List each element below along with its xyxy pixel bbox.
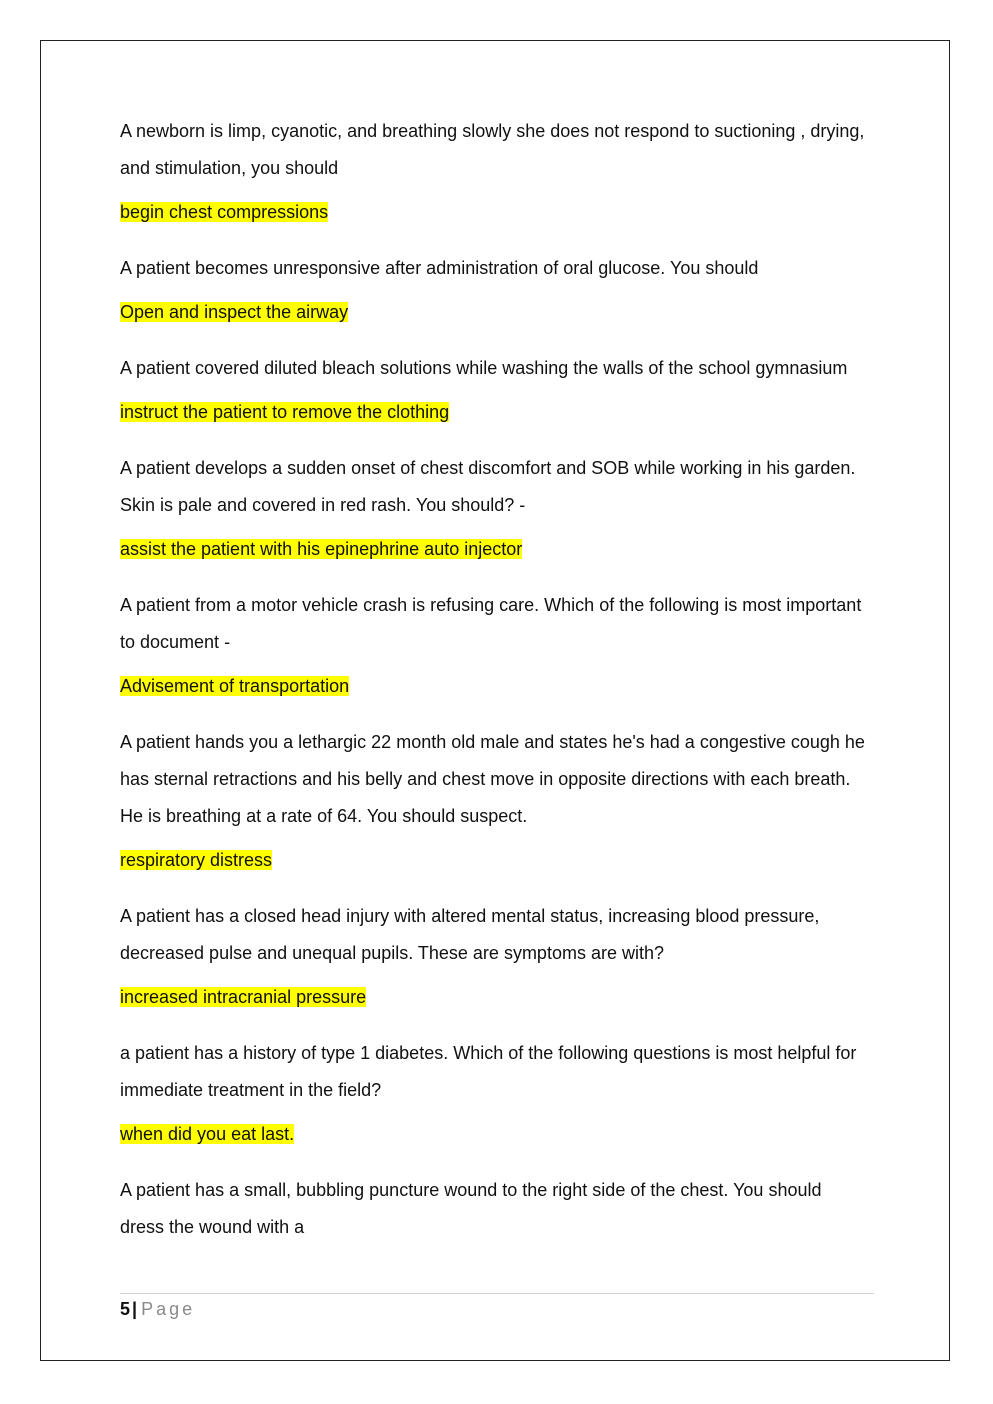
qa-item xyxy=(120,724,870,872)
question-text: A patient covered diluted bleach solutions while washing the walls of the school gymnasium xyxy=(120,358,848,378)
highlighted-answer xyxy=(120,848,870,872)
highlighted-answer xyxy=(120,1122,870,1146)
highlighted-answer xyxy=(120,400,870,424)
page-label: Page xyxy=(141,1299,196,1319)
answer-text: increased intracranial pressure xyxy=(120,987,367,1007)
highlighted-answer xyxy=(120,200,870,224)
answer-text: instruct the patient to remove the clothing xyxy=(120,402,450,422)
question-text: A patient from a motor vehicle crash is refusing care. Which of the following is most important to document - xyxy=(120,595,862,652)
question-text: A patient hands you a lethargic 22 month old male and states he's had a congestive cough he has sternal retractions and his belly and chest move in opposite directions with each breath. He is breathing at a rate of 64. You should suspect. xyxy=(120,732,865,826)
answer-text: when did you eat last. xyxy=(120,1124,295,1144)
answer-text: begin chest compressions xyxy=(120,202,329,222)
answer-text: Advisement of transportation xyxy=(120,676,350,696)
qa-item xyxy=(120,898,870,1009)
highlighted-answer xyxy=(120,985,870,1009)
document-body xyxy=(120,113,870,1259)
qa-item xyxy=(120,350,870,424)
highlighted-answer xyxy=(120,537,870,561)
question-text: A patient has a closed head injury with altered mental status, increasing blood pressure, decreased pulse and unequal pupils. These are symptoms are with? xyxy=(120,906,820,963)
qa-item xyxy=(120,250,870,324)
question-text: A patient becomes unresponsive after administration of oral glucose. You should xyxy=(120,258,759,278)
qa-item xyxy=(120,450,870,561)
qa-item xyxy=(120,113,870,224)
page-number: 5 xyxy=(120,1299,131,1319)
footer-divider xyxy=(120,1293,874,1294)
footer-separator: | xyxy=(132,1299,138,1319)
question-text: A newborn is limp, cyanotic, and breathing slowly she does not respond to suctioning , drying, and stimulation, you should xyxy=(120,121,865,178)
qa-item xyxy=(120,1035,870,1146)
highlighted-answer xyxy=(120,674,870,698)
highlighted-answer xyxy=(120,300,870,324)
answer-text: Open and inspect the airway xyxy=(120,302,349,322)
question-text: A patient develops a sudden onset of chest discomfort and SOB while working in his garden. Skin is pale and covered in red rash. You should? - xyxy=(120,458,856,515)
answer-text: assist the patient with his epinephrine auto injector xyxy=(120,539,523,559)
question-text: a patient has a history of type 1 diabetes. Which of the following questions is most helpful for immediate treatment in the field? xyxy=(120,1043,857,1100)
qa-item xyxy=(120,587,870,698)
answer-text: respiratory distress xyxy=(120,850,273,870)
page-footer xyxy=(120,1297,195,1321)
question-text-last: A patient has a small, bubbling puncture wound to the right side of the chest. You should dress the wound with a xyxy=(120,1180,822,1237)
